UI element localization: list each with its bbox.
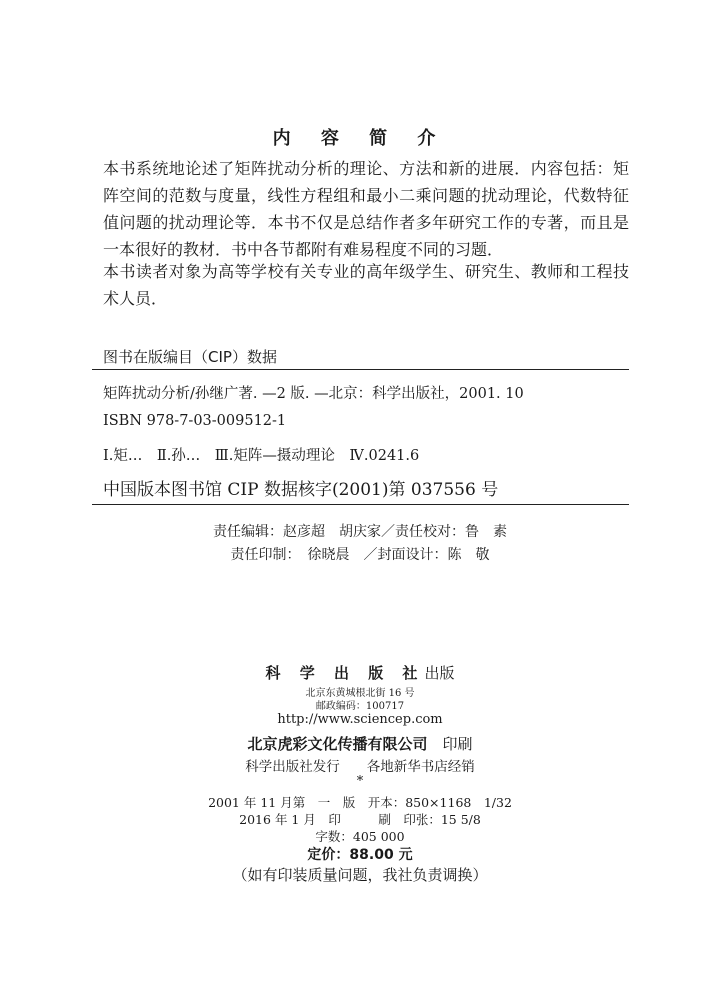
distribution-line: 科学出版社发行 各地新华书店经销 xyxy=(245,759,475,775)
publisher-line xyxy=(0,662,720,683)
publisher-url: http://www.sciencep.com xyxy=(277,712,443,727)
publisher-name: 科 学 出 版 社 xyxy=(265,664,425,682)
cip-classification: Ⅰ.矩… Ⅱ.孙… Ⅲ.矩阵—摄动理论 Ⅳ.0241.6 xyxy=(103,448,420,464)
cip-record-number: 中国版本图书馆 CIP 数据核字(2001)第 037556 号 xyxy=(103,480,499,500)
printer-line xyxy=(0,733,720,754)
responsibility-editors: 责任编辑：赵彦超 胡庆家／责任校对：鲁 素 xyxy=(213,524,507,540)
edition-line-2: 2016 年 1 月 印 刷 印张：15 5/8 xyxy=(239,812,481,827)
cip-title: 图书在版编目（CIP）数据 xyxy=(103,348,277,366)
quality-note: （如有印装质量问题，我社负责调换） xyxy=(232,866,488,884)
publisher-address: 北京东黄城根北街 16 号 xyxy=(305,688,415,699)
edition-line-1: 2001 年 11 月第 一 版 开本：850×1168 1/32 xyxy=(208,795,512,810)
separator-star: * xyxy=(356,774,364,789)
cip-isbn: ISBN 978-7-03-009512-1 xyxy=(103,413,287,429)
publisher-suffix: 出版 xyxy=(424,664,455,682)
summary-paragraph-2: 本书读者对象为高等学校有关专业的高年级学生、研究生、教师和工程技术人员． xyxy=(103,262,629,308)
price: 定价：88.00 元 xyxy=(307,847,413,863)
printer-name: 北京虎彩文化传播有限公司 xyxy=(247,735,428,753)
word-count: 字数：405 000 xyxy=(315,829,405,844)
cip-bibliographic-line: 矩阵扰动分析/孙继广著. —2 版. —北京：科学出版社，2001. 10 xyxy=(103,386,524,402)
summary-heading: 内 容 简 介 xyxy=(272,128,448,149)
cip-top-rule xyxy=(92,369,629,370)
responsibility-production: 责任印制： 徐晓晨 ／封面设计：陈 敬 xyxy=(230,547,490,563)
publisher-postcode: 邮政编码：100717 xyxy=(315,701,405,712)
cip-bottom-rule xyxy=(92,504,629,505)
printer-suffix: 印刷 xyxy=(442,735,473,753)
summary-paragraph-1: 本书系统地论述了矩阵扰动分析的理论、方法和新的进展．内容包括：矩阵空间的范数与度量，线性方程组和最小二乘问题的扰动理论，代数特征值问题的扰动理论等．本书不仅是总结作者多年研究工作的专著，而且是一本很好的教材．书中各节都附有难易程度不同的习题． xyxy=(103,159,629,259)
